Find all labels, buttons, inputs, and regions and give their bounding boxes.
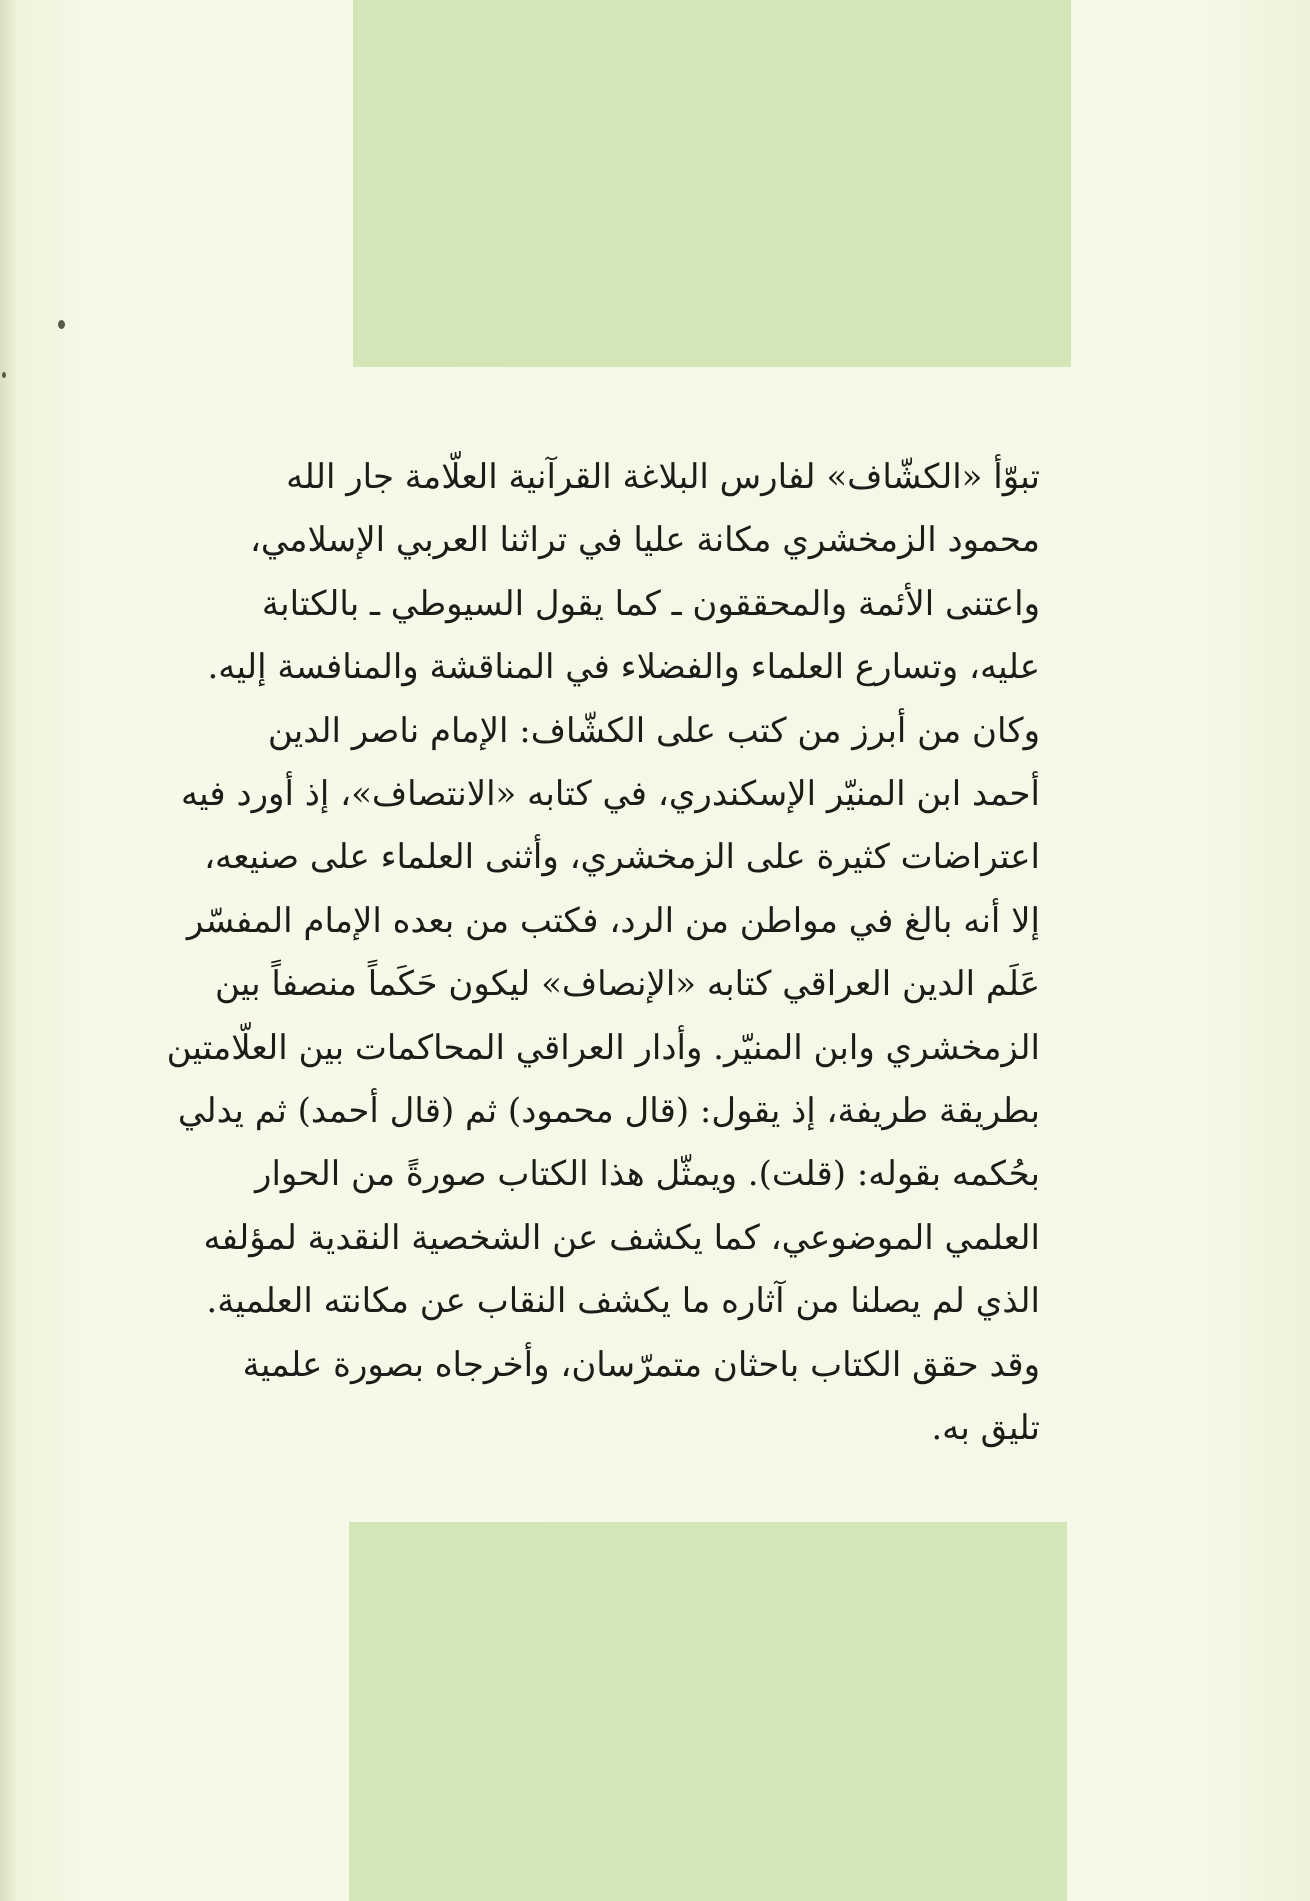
spine-edge: [0, 0, 18, 1901]
paper-speck: [58, 320, 65, 329]
bottom-accent-block: [349, 1522, 1067, 1901]
paper-speck: [2, 372, 6, 378]
blurb-line: بطريقة طريفة، إذ يقول: (قال محمود) ثم (قال أحمد) ثم يدلي: [177, 1091, 1040, 1132]
blurb-line: بحُكمه بقوله: (قلت). ويمثّل هذا الكتاب صورةً من الحوار: [255, 1154, 1040, 1195]
blurb-line: وقد حقق الكتاب باحثان متمرّسان، وأخرجاه بصورة علمية: [242, 1344, 1040, 1385]
blurb-line: اعتراضات كثيرة على الزمخشري، وأثنى العلماء على صنيعه،: [204, 837, 1040, 878]
blurb-line: تبوّأ «الكشّاف» لفارس البلاغة القرآنية العلّامة جار الله: [286, 457, 1040, 497]
blurb-line: إلا أنه بالغ في مواطن من الرد، فكتب من بعده الإمام المفسّر: [186, 900, 1040, 941]
blurb-line: الذي لم يصلنا من آثاره ما يكشف النقاب عن مكانته العلمية.: [206, 1281, 1040, 1322]
blurb-line: وكان من أبرز من كتب على الكشّاف: الإمام ناصر الدين: [267, 710, 1040, 751]
blurb-line: عَلَم الدين العراقي كتابه «الإنصاف» ليكون حَكَماً منصفاً بين: [215, 964, 1040, 1005]
blurb-line: العلمي الموضوعي، كما يكشف عن الشخصية النقدية لمؤلفه: [203, 1217, 1040, 1258]
blurb-line: الزمخشري وابن المنيّر. وأدار العراقي المحاكمات بين العلّامتين: [166, 1027, 1040, 1068]
blurb-line: محمود الزمخشري مكانة عليا في تراثنا العربي الإسلامي،: [249, 520, 1040, 561]
blurb-line: عليه، وتسارع العلماء والفضلاء في المناقشة والمنافسة إليه.: [207, 647, 1040, 688]
blurb-line: واعتنى الأئمة والمحققون ـ كما يقول السيوطي ـ بالكتابة: [261, 583, 1040, 624]
blurb-text: [166, 446, 1040, 1461]
blurb-line: أحمد ابن المنيّر الإسكندري، في كتابه «الانتصاف»، إذ أورد فيه: [180, 774, 1040, 815]
blurb-line: تليق به.: [931, 1408, 1040, 1449]
top-accent-block: [353, 0, 1071, 367]
